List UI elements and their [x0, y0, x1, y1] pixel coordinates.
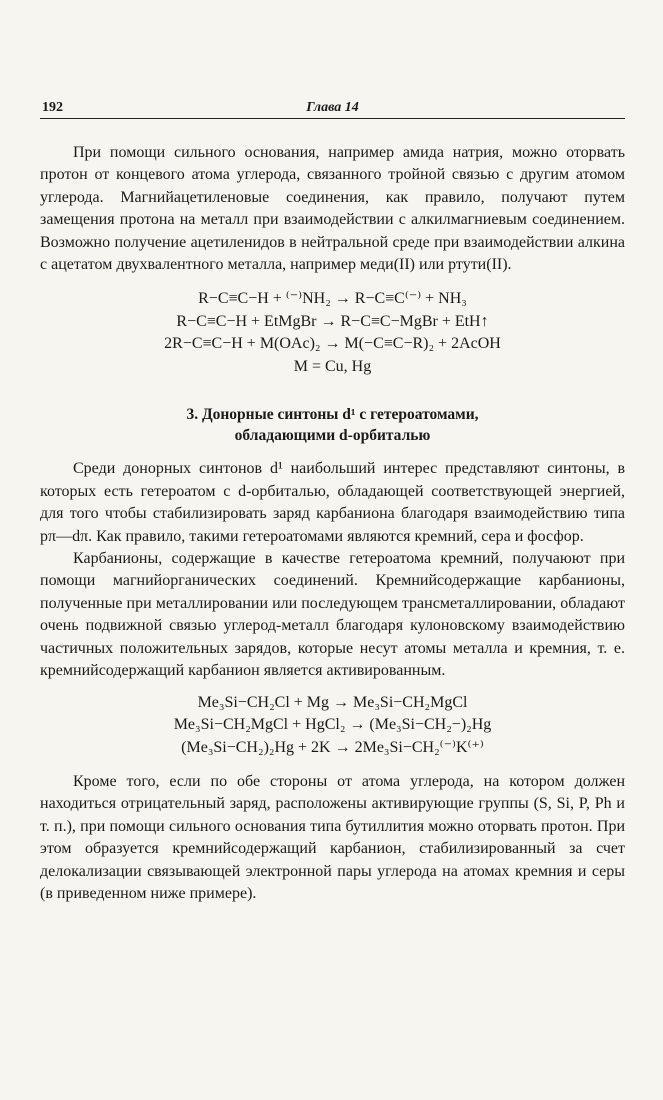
equation-6: Me₃Si−CH₂MgCl + HgCl₂ → (Me₃Si−CH₂−)₂Hg [173, 716, 492, 733]
page-header [40, 96, 625, 119]
equation-2: R−C≡C−H + EtMgBr → R−C≡C−MgBr + EtH↑ [176, 312, 489, 330]
equation-7: (Me₃Si−CH₂)₂Hg + 2K → 2Me₃Si−CH₂⁽⁻⁾K⁽⁺⁾ [181, 738, 484, 756]
book-page [40, 96, 625, 905]
paragraph-1: При помощи сильного основания, например амида натрия, можно оторвать протон от концевого атома углерода, связанного тройной связью с другим атомом углерода. Магнийацетиленовые соединения, как правило, получают путем замещения протона на металл при взаимодействии с алкилмагниевым соединением. Возможно получение ацетиленидов в нейтральной среде при взаимодействии алкина с ацетатом двухвалентного металла, например меди(II) или ртути(II). [40, 144, 625, 274]
equation-3: 2R−C≡C−H + M(OAc)₂ → M(−C≡C−R)₂ + 2AcOH [164, 335, 501, 353]
paragraph-4: Кроме того, если по обе стороны от атома углерода, на котором должен находиться отрицательный заряд, расположены активирующие группы (S, Si, P, Ph и т. п.), при помощи сильного основания типа бутиллития можно оторвать протон. При этом образуется кремнийсодержащий карбанион, стабилизированный за счет делокализации связывающей электронной пары углерода на атомах кремния и серы (в приведенном ниже примере). [40, 773, 625, 903]
equation-1: R−C≡C−H + ⁽⁻⁾NH₂ → R−C≡C⁽⁻⁾ + NH₃ [198, 290, 467, 308]
section-title-line-2: обладающими d-орбиталью [234, 427, 431, 445]
page-number: 192 [42, 100, 63, 115]
section-title [40, 404, 625, 446]
equation-5: Me₃Si−CH₂Cl + Mg → Me₃Si−CH₂MgCl [197, 693, 468, 711]
paragraph-2: Среди донорных синтонов d¹ наибольший интерес представляют синтоны, в которых есть гетероатом с d-орбиталью, обладающей соответствующей энергией, для того чтобы стабилизировать заряд карбаниона благодаря взаимодействию типа pπ—dπ. Как правило, такими гетероатомами являются кремний, сера и фосфор. [40, 460, 625, 545]
section-title-line-1: 3. Донорные синтоны d¹ с гетероатомами, [186, 406, 479, 424]
paragraph-3: Карбанионы, содержащие в качестве гетероатома кремний, получаюют при помощи магнийорганических соединений. Кремнийсодержащие карбанионы, полученные при металлировании или последующем трансметаллировании, обладают очень подвижной связью углерод-металл благодаря кулоновскому взаимодействию частичных положительных зарядов, которые несут атомы металла и кремния, т. е. кремнийсодержащий карбанион является активированным. [40, 550, 625, 680]
equations-silicon [40, 692, 625, 760]
equations-acetylenes [40, 288, 625, 378]
equation-4: M = Cu, Hg [293, 357, 372, 375]
chapter-title: Глава 14 [306, 100, 359, 115]
